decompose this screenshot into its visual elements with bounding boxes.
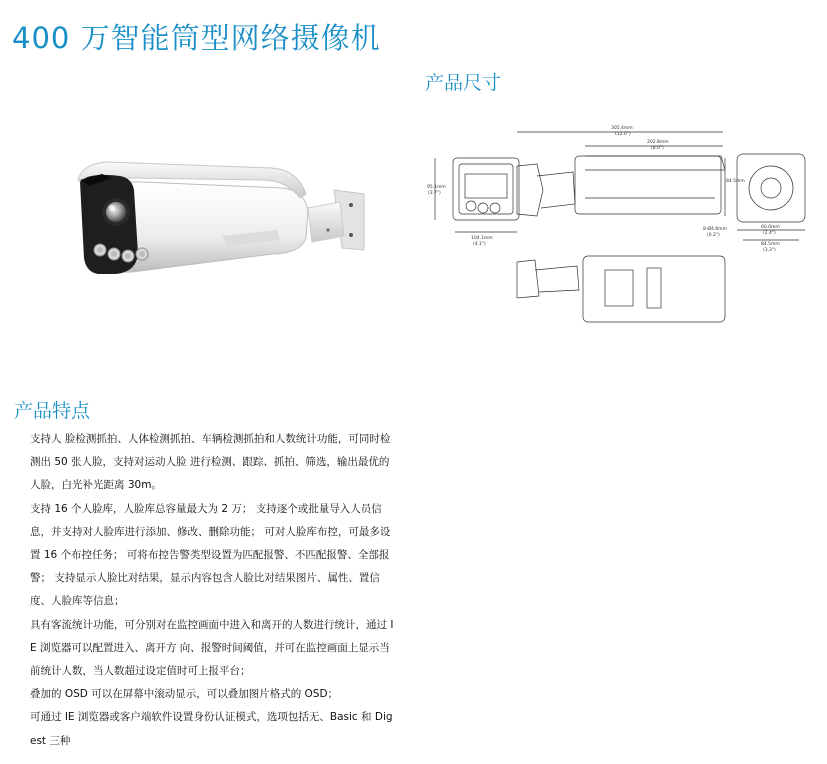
page-title: 400 万智能筒型网络摄像机 <box>12 21 381 55</box>
overall-length-label: 305.4mm <box>611 126 633 131</box>
back-view <box>703 154 805 253</box>
mount-outer-in-label: (3.3") <box>763 248 776 253</box>
front-height-in-label: (3.7") <box>428 191 441 196</box>
feature-item: 具有客流统计功能，可分别对在监控画面中进入和离开的人数进行统计，通过 IE 浏览器可以配置进入、离开方 向、报警时间阈值，并可在监控画面上显示当前统计人数，当人数超过设定值时可上报平台； <box>30 618 394 678</box>
mount-inner-in-label: (2.4") <box>763 231 776 236</box>
mount-outer-label: 84.5mm <box>761 242 780 247</box>
body-length-label: 202.8mm <box>647 140 669 145</box>
bottom-view <box>517 256 725 322</box>
front-width-label: 104.1mm <box>471 236 493 241</box>
feature-item: 支持人 脸检测抓拍、人体检测抓拍、车辆检测抓拍和人数统计功能，可同时检测出 50 张人脸，支持对运动人脸 进行检测、跟踪、抓拍、筛选，输出最优的人脸，白光补光距离 30m。 <box>30 433 391 492</box>
feature-item: 叠加的 OSD 可以在屏幕中滚动显示，可以叠加图片格式的 OSD； <box>30 688 339 701</box>
feature-list <box>30 428 398 753</box>
mount-inner-label: 60.0mm <box>761 225 780 230</box>
overall-length-in-label: (12.0") <box>615 132 631 137</box>
section-title-features: 产品特点 <box>14 400 91 422</box>
section-title-dimensions: 产品尺寸 <box>425 72 502 94</box>
hole-in-label: (0.2") <box>707 233 720 238</box>
feature-item: 支持 16 个人脸库，人脸库总容量最大为 2 万； 支持逐个或批量导入人员信息，并支持对人脸库进行添加、修改、删除功能； 可对人脸库布控，可最多设置 16 个布控任务； 可将布控告警类型设置为匹配报警、不匹配报警、全部报警； 支持显示人脸比对结果，显示内容包含人脸比对结果图片、属性、置信度、人脸库等信息； <box>30 502 391 608</box>
hole-label: 8-Ø4.6mm <box>703 227 727 232</box>
front-width-in-label: (4.1") <box>473 242 486 247</box>
front-height-label: 95.1mm <box>427 185 446 190</box>
side-view <box>517 125 745 216</box>
body-length-in-label: (8.0") <box>651 146 664 151</box>
side-height-label: 84.5mm <box>726 179 745 184</box>
camera-product-image <box>72 150 372 300</box>
dimension-drawing <box>425 120 820 330</box>
front-view <box>427 158 519 247</box>
feature-item: 可通过 IE 浏览器或客户端软件设置身份认证模式，选项包括无、Basic 和 Digest 三种 <box>30 711 393 747</box>
